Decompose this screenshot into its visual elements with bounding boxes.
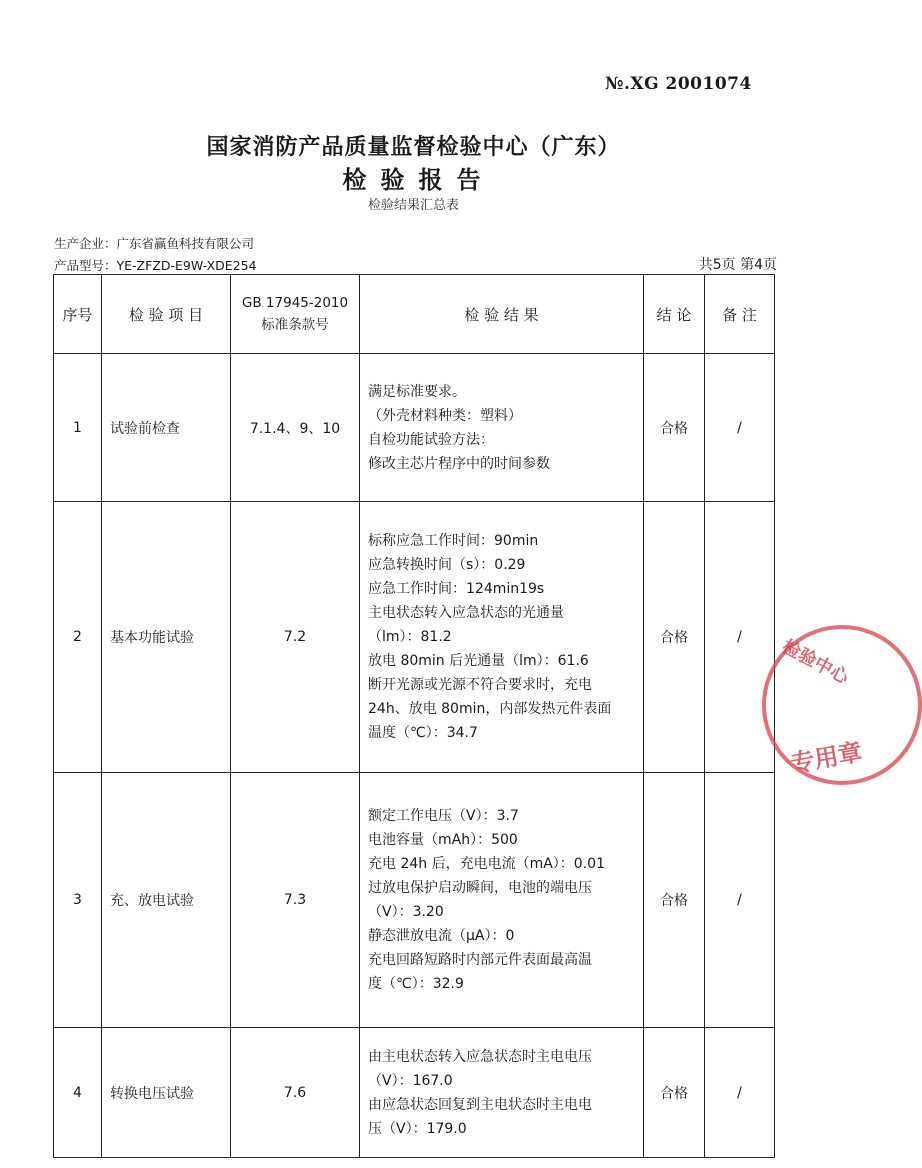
result-line: （V）：167.0 (368, 1072, 453, 1089)
header-standard-clause: 标准条款号 (261, 317, 329, 333)
result-line: （V）：3.20 (368, 904, 444, 920)
row-conclusion: 合格 (644, 773, 705, 1028)
document-title: 国家消防产品质量监督检验中心（广东） (206, 135, 621, 160)
result-line: 应急转换时间（s）：0.29 (368, 557, 526, 573)
row-no: 2 (54, 502, 102, 773)
result-line: 主电状态转入应急状态的光通量 (368, 605, 564, 621)
result-line: 由应急状态回复到主电状态时主电电 (368, 1096, 592, 1113)
row-item: 试验前检查 (102, 354, 231, 502)
result-line: 标称应急工作时间：90min (368, 533, 539, 549)
row-remark: / (705, 502, 775, 773)
results-table (53, 274, 775, 1158)
row-conclusion: 合格 (644, 354, 705, 502)
row-clause: 7.6 (231, 1028, 360, 1158)
row-conclusion: 合格 (644, 502, 705, 773)
manufacturer-label: 生产企业： (54, 236, 117, 251)
seal-text-bottom: 专用章 (788, 737, 865, 779)
row-remark: / (705, 354, 775, 502)
result-line: 应急工作时间：124min19s (368, 581, 545, 597)
header-item: 检 验 项 目 (102, 275, 231, 354)
result-line: 自检功能试验方法： (368, 431, 494, 448)
row-conclusion: 合格 (644, 1028, 705, 1158)
header-standard-code: GB 17945-2010 (241, 295, 349, 311)
row-result (360, 502, 644, 773)
document-caption: 检验结果汇总表 (367, 198, 459, 213)
row-clause: 7.2 (231, 502, 360, 773)
result-line: 由主电状态转入应急状态时主电电压 (368, 1048, 592, 1065)
row-item: 基本功能试验 (102, 502, 231, 773)
result-line: 温度（℃）：34.7 (368, 725, 478, 741)
header-remark: 备 注 (705, 275, 775, 354)
table-row (54, 354, 775, 502)
result-line: （外壳材料种类：塑料） (368, 407, 522, 424)
row-no: 4 (54, 1028, 102, 1158)
report-number: №.XG 2001074 (605, 74, 752, 94)
result-line: 额定工作电压（V）：3.7 (368, 808, 519, 824)
result-line: （lm）：81.2 (368, 629, 452, 645)
result-line: 24h、放电 80min，内部发热元件表面 (368, 701, 612, 717)
header-result: 检 验 结 果 (360, 275, 644, 354)
header-no: 序号 (54, 275, 102, 354)
manufacturer-value: 广东省赢鱼科技有限公司 (116, 236, 255, 251)
result-line: 充电 24h 后，充电电流（mA）：0.01 (368, 856, 605, 872)
header-standard (231, 275, 360, 354)
row-remark: / (705, 1028, 775, 1158)
model-value: YE-ZFZD-E9W-XDE254 (116, 258, 257, 273)
result-line: 静态泄放电流（μA）：0 (368, 928, 515, 944)
table-row (54, 502, 775, 773)
page-info: 共5页 第4页 (698, 257, 777, 273)
model-label: 产品型号： (54, 258, 117, 273)
result-line: 电池容量（mAh）：500 (368, 832, 518, 848)
result-line: 度（℃）：32.9 (368, 976, 464, 992)
table-row (54, 1028, 775, 1158)
result-line: 压（V）：179.0 (368, 1120, 467, 1137)
result-line: 修改主芯片程序中的时间参数 (368, 455, 550, 472)
model-line (54, 256, 257, 274)
row-result (360, 773, 644, 1028)
document-subtitle: 检验报告 (342, 166, 495, 194)
row-clause: 7.1.4、9、10 (231, 354, 360, 502)
row-item: 转换电压试验 (102, 1028, 231, 1158)
table-row (54, 773, 775, 1028)
result-line: 满足标准要求。 (368, 383, 466, 400)
seal-text-top: 检验中心 (778, 636, 853, 689)
row-result (360, 1028, 644, 1158)
result-line: 放电 80min 后光通量（lm）：61.6 (368, 653, 589, 669)
row-item: 充、放电试验 (102, 773, 231, 1028)
row-remark: / (705, 773, 775, 1028)
row-no: 1 (54, 354, 102, 502)
result-line: 断开光源或光源不符合要求时，充电 (368, 677, 592, 693)
result-line: 充电回路短路时内部元件表面最高温 (368, 952, 592, 968)
result-line: 过放电保护启动瞬间，电池的端电压 (368, 880, 592, 896)
table-header-row (54, 275, 775, 354)
header-conclusion: 结 论 (644, 275, 705, 354)
row-no: 3 (54, 773, 102, 1028)
row-result (360, 354, 644, 502)
row-clause: 7.3 (231, 773, 360, 1028)
manufacturer-line (54, 234, 254, 252)
